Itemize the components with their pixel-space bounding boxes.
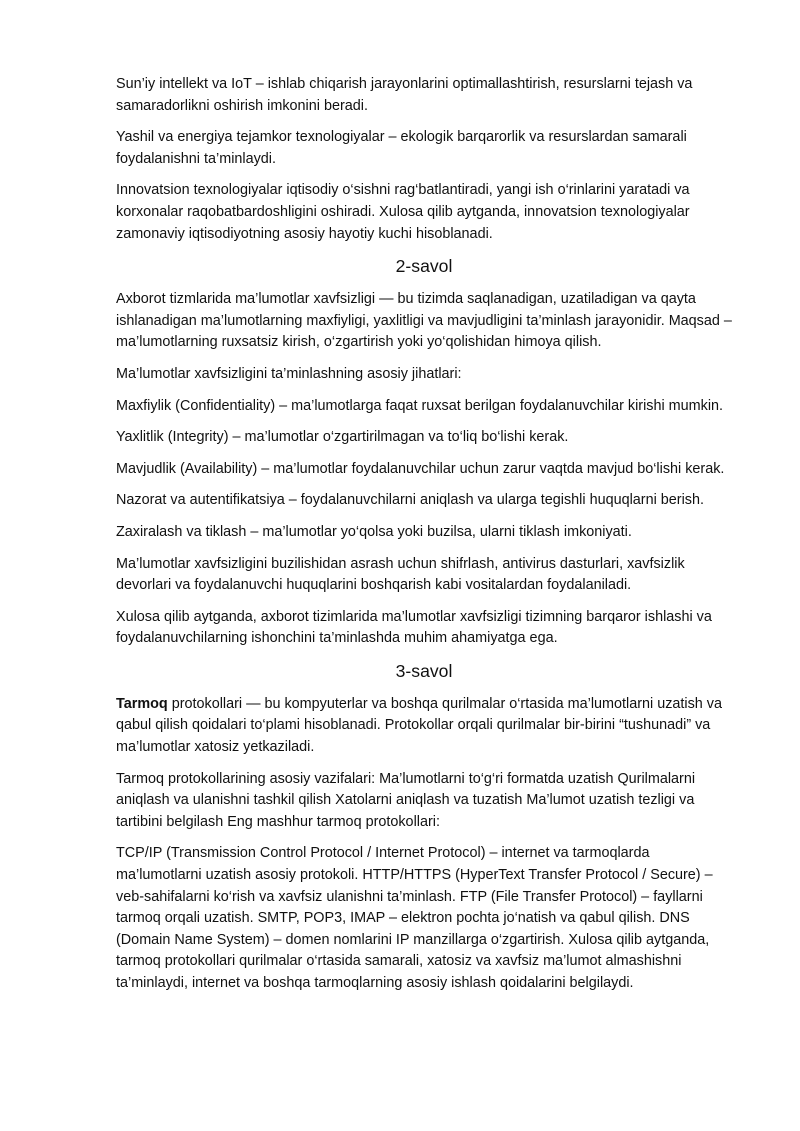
section-heading-3: 3-savol [395, 660, 453, 681]
paragraph-backup: Zaxiralash va tiklash – ma’lumotlar yo‘qolsa yoki buzilsa, ularni tiklash imkoniyati. [116, 523, 632, 540]
paragraph-security-conclusion: Xulosa qilib aytganda, axborot tizimlarida ma’lumotlar xavfsizligi tizimning barqaror ishlashi va foydalanuvchilarning ishonchini ta’minlashda muhim ahamiyatga ega. [116, 608, 712, 647]
section-heading-2: 2-savol [395, 256, 453, 277]
paragraph-protocols-definition [116, 694, 732, 759]
paragraph-availability: Mavjudlik (Availability) – ma’lumotlar foydalanuvchilar uchun zarur vaqtda mavjud bo‘lishi kerak. [116, 460, 725, 477]
paragraph-innovation-conclusion: Innovatsion texnologiyalar iqtisodiy o‘sishni rag‘batlantiradi, yangi ish o‘rinlarini yaratadi va korxonalar raqobatbardoshligini oshiradi. Xulosa qilib aytganda, innovatsion texnologiyalar zamonaviy iqtisodiyotning asosiy hayotiy kuchi hisoblanadi. [116, 182, 690, 242]
paragraph-security-aspects-intro: Ma’lumotlar xavfsizligini ta’minlashning asosiy jihatlari: [116, 365, 462, 382]
document-body [116, 74, 732, 1005]
protocols-definition-text: protokollari — bu kompyuterlar va boshqa qurilmalar o‘rtasida ma’lumotlarni uzatish va qabul qilish qoidalari to‘plami hisoblanadi. Protokollar orqali qurilmalar bir-birini “tushunadi” va ma’lumotlar xatosiz yetkaziladi. [116, 695, 722, 756]
paragraph-confidentiality: Maxfiylik (Confidentiality) – ma’lumotlarga faqat ruxsat berilgan foydalanuvchilar kirishi mumkin. [116, 397, 724, 414]
bold-term: Tarmoq [116, 695, 168, 712]
paragraph-integrity: Yaxlitlik (Integrity) – ma’lumotlar o‘zgartirilmagan va to‘liq bo‘lishi kerak. [116, 429, 569, 446]
paragraph-green-tech: Yashil va energiya tejamkor texnologiyalar – ekologik barqarorlik va resurslardan samarali foydalanishni ta’minlaydi. [116, 129, 687, 167]
paragraph-authentication: Nazorat va autentifikatsiya – foydalanuvchilarni aniqlash va ularga tegishli huquqlarni berish. [116, 492, 704, 509]
paragraph-protocol-functions: Tarmoq protokollarining asosiy vazifalari: Ma’lumotlarni to‘g‘ri formatda uzatish Qurilmalarni aniqlash va ulanishni tashkil qilish Xatolarni aniqlash va tuzatish Ma’lumot uzatish tezligi va tartibini belgilash Eng mashhur tarmoq protokollari: [116, 770, 696, 830]
paragraph-ai-iot: Sun’iy intellekt va IoT – ishlab chiqarish jarayonlarini optimallashtirish, resurslarni tejash va samaradorlikni oshirish imkonini beradi. [116, 76, 693, 114]
paragraph-security-tools: Ma’lumotlar xavfsizligini buzilishidan asrash uchun shifrlash, antivirus dasturlari, xavfsizlik devorlari va foydalanuvchi huquqlarini boshqarish kabi vositalardan foydalaniladi. [116, 555, 685, 594]
paragraph-data-security-definition: Axborot tizmlarida ma’lumotlar xavfsizligi — bu tizimda saqlanadigan, uzatiladigan va qayta ishlanadigan ma’lumotlarning maxfiyligi, yaxlitligi va mavjudligini ta’minlash jarayonidir. Maqsad – ma’lumotlarning ruxsatsiz kirish, o‘zgartirish yoki yo‘qolishidan himoya qilish. [116, 291, 732, 351]
paragraph-protocol-list: TCP/IP (Transmission Control Protocol / Internet Protocol) – internet va tarmoqlarda ma’lumotlarni uzatish asosiy protokoli. HTTP/HTTPS (HyperText Transfer Protocol / Secure) – veb-sahifalarni ko‘rish va xavfsiz ulanishni ta’minlash. FTP (File Transfer Protocol) – fayllarni tarmoq orqali uzatish. SMTP, POP3, IMAP – elektron pochta jo‘natish va qabul qilish. DNS (Domain Name System) – domen nomlarini IP manzillarga o‘zgartirish. Xulosa qilib aytganda, tarmoq protokollari qurilmalar o‘rtasida samarali, xatosiz va xavfsiz ma’lumot almashishni ta’minlaydi, internet va boshqa tarmoqlarning asosiy ishlash qoidalarini belgilaydi. [116, 845, 713, 991]
